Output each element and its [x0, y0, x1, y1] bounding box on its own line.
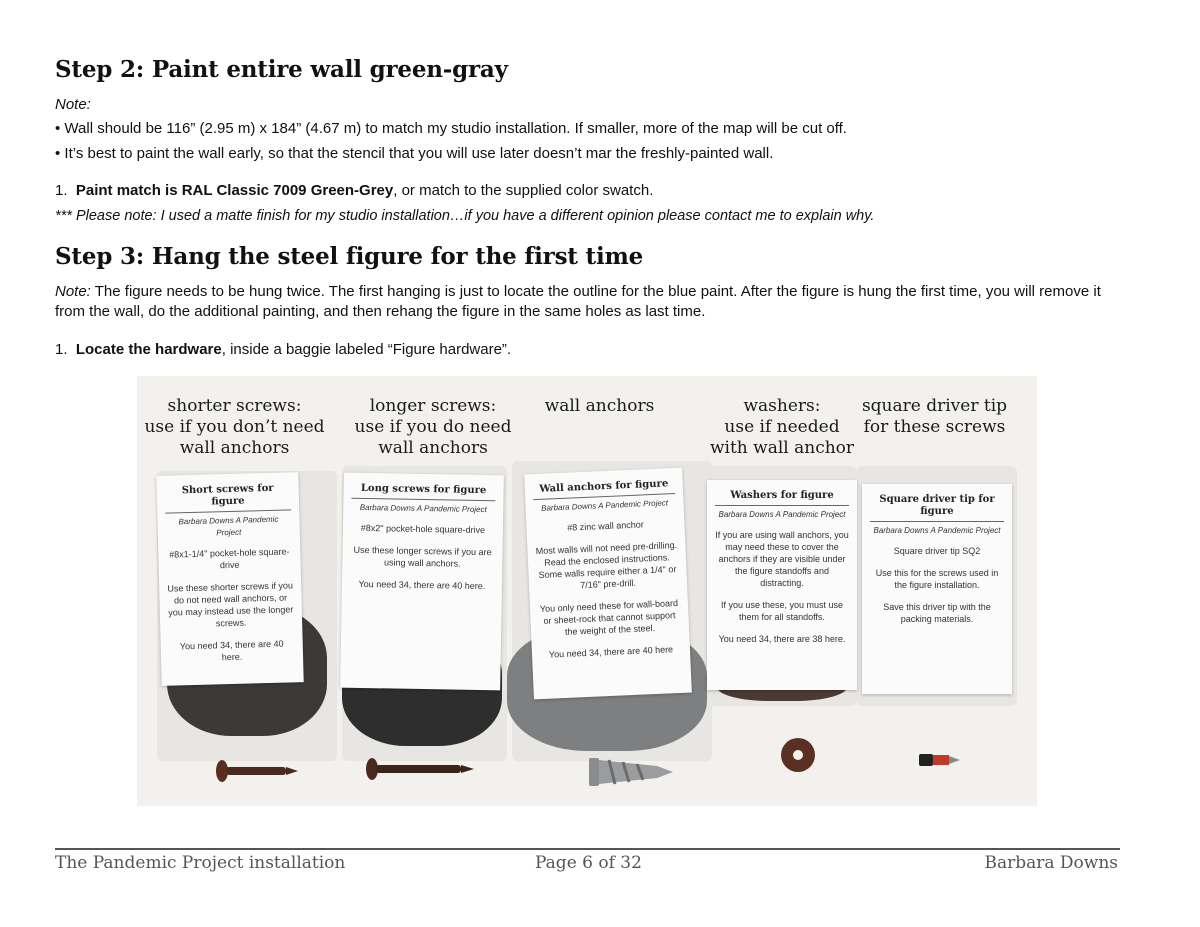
- card-line: Use this for the screws used in the figure installation.: [875, 568, 999, 590]
- card-line: #8x2" pocket-hole square-drive: [360, 522, 486, 536]
- card-driver-tip: [862, 484, 1012, 694]
- caption-line: wall anchors: [378, 438, 488, 458]
- step3-heading: Step 3: Hang the steel figure for the first time: [55, 243, 644, 270]
- caption-long-screws: [337, 396, 529, 459]
- hardware-photo: [137, 376, 1037, 806]
- caption-washers: [702, 396, 862, 459]
- footer-left: The Pandemic Project installation: [55, 853, 346, 873]
- card-line: You need 34, there are 40 here: [548, 644, 674, 660]
- step3-note-text: The figure needs to be hung twice. The first hanging is just to locate the outline for the blue paint. After the figure is hung the first time, you will remove it from the wall, do the additional painting, and then rehang the figure in the same holes as last time.: [55, 283, 1101, 320]
- card-washers: [707, 480, 857, 690]
- short-screw-sample: [212, 756, 302, 786]
- caption-wall-anchors: [522, 396, 677, 417]
- card-title: Long screws for figure: [351, 483, 495, 502]
- card-title: Wall anchors for figure: [533, 478, 676, 500]
- card-subtitle: Barbara Downs A Pandemic Project: [873, 526, 1001, 535]
- caption-line: use if you don’t need: [144, 417, 325, 437]
- step2-item-1-num: 1.: [55, 182, 68, 199]
- card-long-screws: [340, 473, 504, 691]
- card-line: Use these longer screws if you are using wall anchors.: [353, 544, 492, 569]
- caption-line: use if you do need: [354, 417, 512, 437]
- step2-note-label: Note:: [55, 96, 91, 113]
- caption-line: use if needed: [724, 417, 840, 437]
- caption-line: wall anchors: [179, 438, 290, 458]
- step2-heading: Step 2: Paint entire wall green-gray: [55, 56, 508, 83]
- step3-item-1-num: 1.: [55, 341, 68, 358]
- card-line: Most walls will not need pre-drilling. Read the enclosed instructions. Some walls require either a 1/4" or 7/16" pre-drill.: [535, 539, 678, 591]
- card-line: #8x1-1/4" pocket-hole square-drive: [169, 546, 290, 571]
- driver-tip-sample: [917, 750, 962, 770]
- card-line: #8 zinc wall anchor: [567, 519, 644, 533]
- caption-line: for these screws: [863, 417, 1006, 437]
- card-short-screws: [156, 472, 303, 686]
- long-screw-sample: [362, 754, 477, 784]
- washer-sample: [779, 736, 817, 774]
- step2-item-1: [55, 181, 653, 201]
- step2-bullet-1: • Wall should be 116” (2.95 m) x 184” (4.67 m) to match my studio installation. If smaller, more of the map will be cut off.: [55, 120, 847, 137]
- caption-line: shorter screws:: [167, 396, 302, 416]
- step3-note-label: Note:: [55, 283, 91, 300]
- step3-item-1-bold: Locate the hardware: [75, 341, 222, 358]
- card-line: Save this driver tip with the packing materials.: [883, 602, 991, 624]
- card-title: Square driver tip for figure: [870, 494, 1004, 522]
- card-line: You only need these for wall-board or sheet-rock that cannot support the weight of the steel.: [539, 597, 679, 637]
- step2-bullet-2: • It’s best to paint the wall early, so that the stencil that you will use later doesn’t mar the freshly-painted wall.: [55, 145, 774, 162]
- card-line: You need 34, there are 40 here.: [358, 578, 486, 592]
- wall-anchor-sample: [587, 754, 677, 790]
- footer-rule: [55, 848, 1120, 850]
- card-line: You need 34, there are 40 here.: [179, 638, 284, 663]
- card-line: Square driver tip SQ2: [893, 546, 981, 556]
- card-wall-anchors: [524, 468, 692, 700]
- card-subtitle: Barbara Downs A Pandemic Project: [178, 514, 279, 538]
- card-title: Washers for figure: [715, 490, 849, 506]
- card-line: If you use these, you must use them for all standoffs.: [720, 600, 844, 622]
- step2-italic-note: *** Please note: I used a matte finish for my studio installation…if you have a different opinion please contact me to explain why.: [55, 208, 875, 224]
- card-title: Short screws for figure: [165, 482, 292, 513]
- caption-short-screws: [137, 396, 332, 459]
- step2-item-1-rest: , or match to the supplied color swatch.: [393, 182, 654, 199]
- caption-line: square driver tip: [861, 396, 1008, 416]
- step3-item-1: [55, 340, 511, 360]
- step3-note: [55, 282, 1125, 322]
- card-subtitle: Barbara Downs A Pandemic Project: [359, 502, 487, 515]
- card-subtitle: Barbara Downs A Pandemic Project: [718, 510, 846, 519]
- caption-line: with wall anchor: [709, 438, 855, 458]
- footer-page-number: Page 6 of 32: [535, 853, 642, 873]
- card-subtitle: Barbara Downs A Pandemic Project: [540, 498, 669, 513]
- caption-line: longer screws:: [369, 396, 497, 416]
- card-line: Use these shorter screws if you do not need wall anchors, or you may instead use the longer screws.: [167, 580, 294, 629]
- step2-item-1-bold: Paint match is RAL Classic 7009 Green-Grey: [75, 182, 394, 199]
- caption-line: wall anchors: [544, 396, 655, 416]
- caption-line: washers:: [743, 396, 821, 416]
- step3-item-1-rest: , inside a baggie labeled “Figure hardware”.: [221, 341, 512, 358]
- card-line: You need 34, there are 38 here.: [718, 634, 846, 644]
- card-line: If you are using wall anchors, you may need these to cover the anchors if they are visible under the figure standoffs and distracting.: [715, 530, 849, 588]
- footer-author: Barbara Downs: [984, 853, 1118, 873]
- caption-driver-tip: [857, 396, 1012, 438]
